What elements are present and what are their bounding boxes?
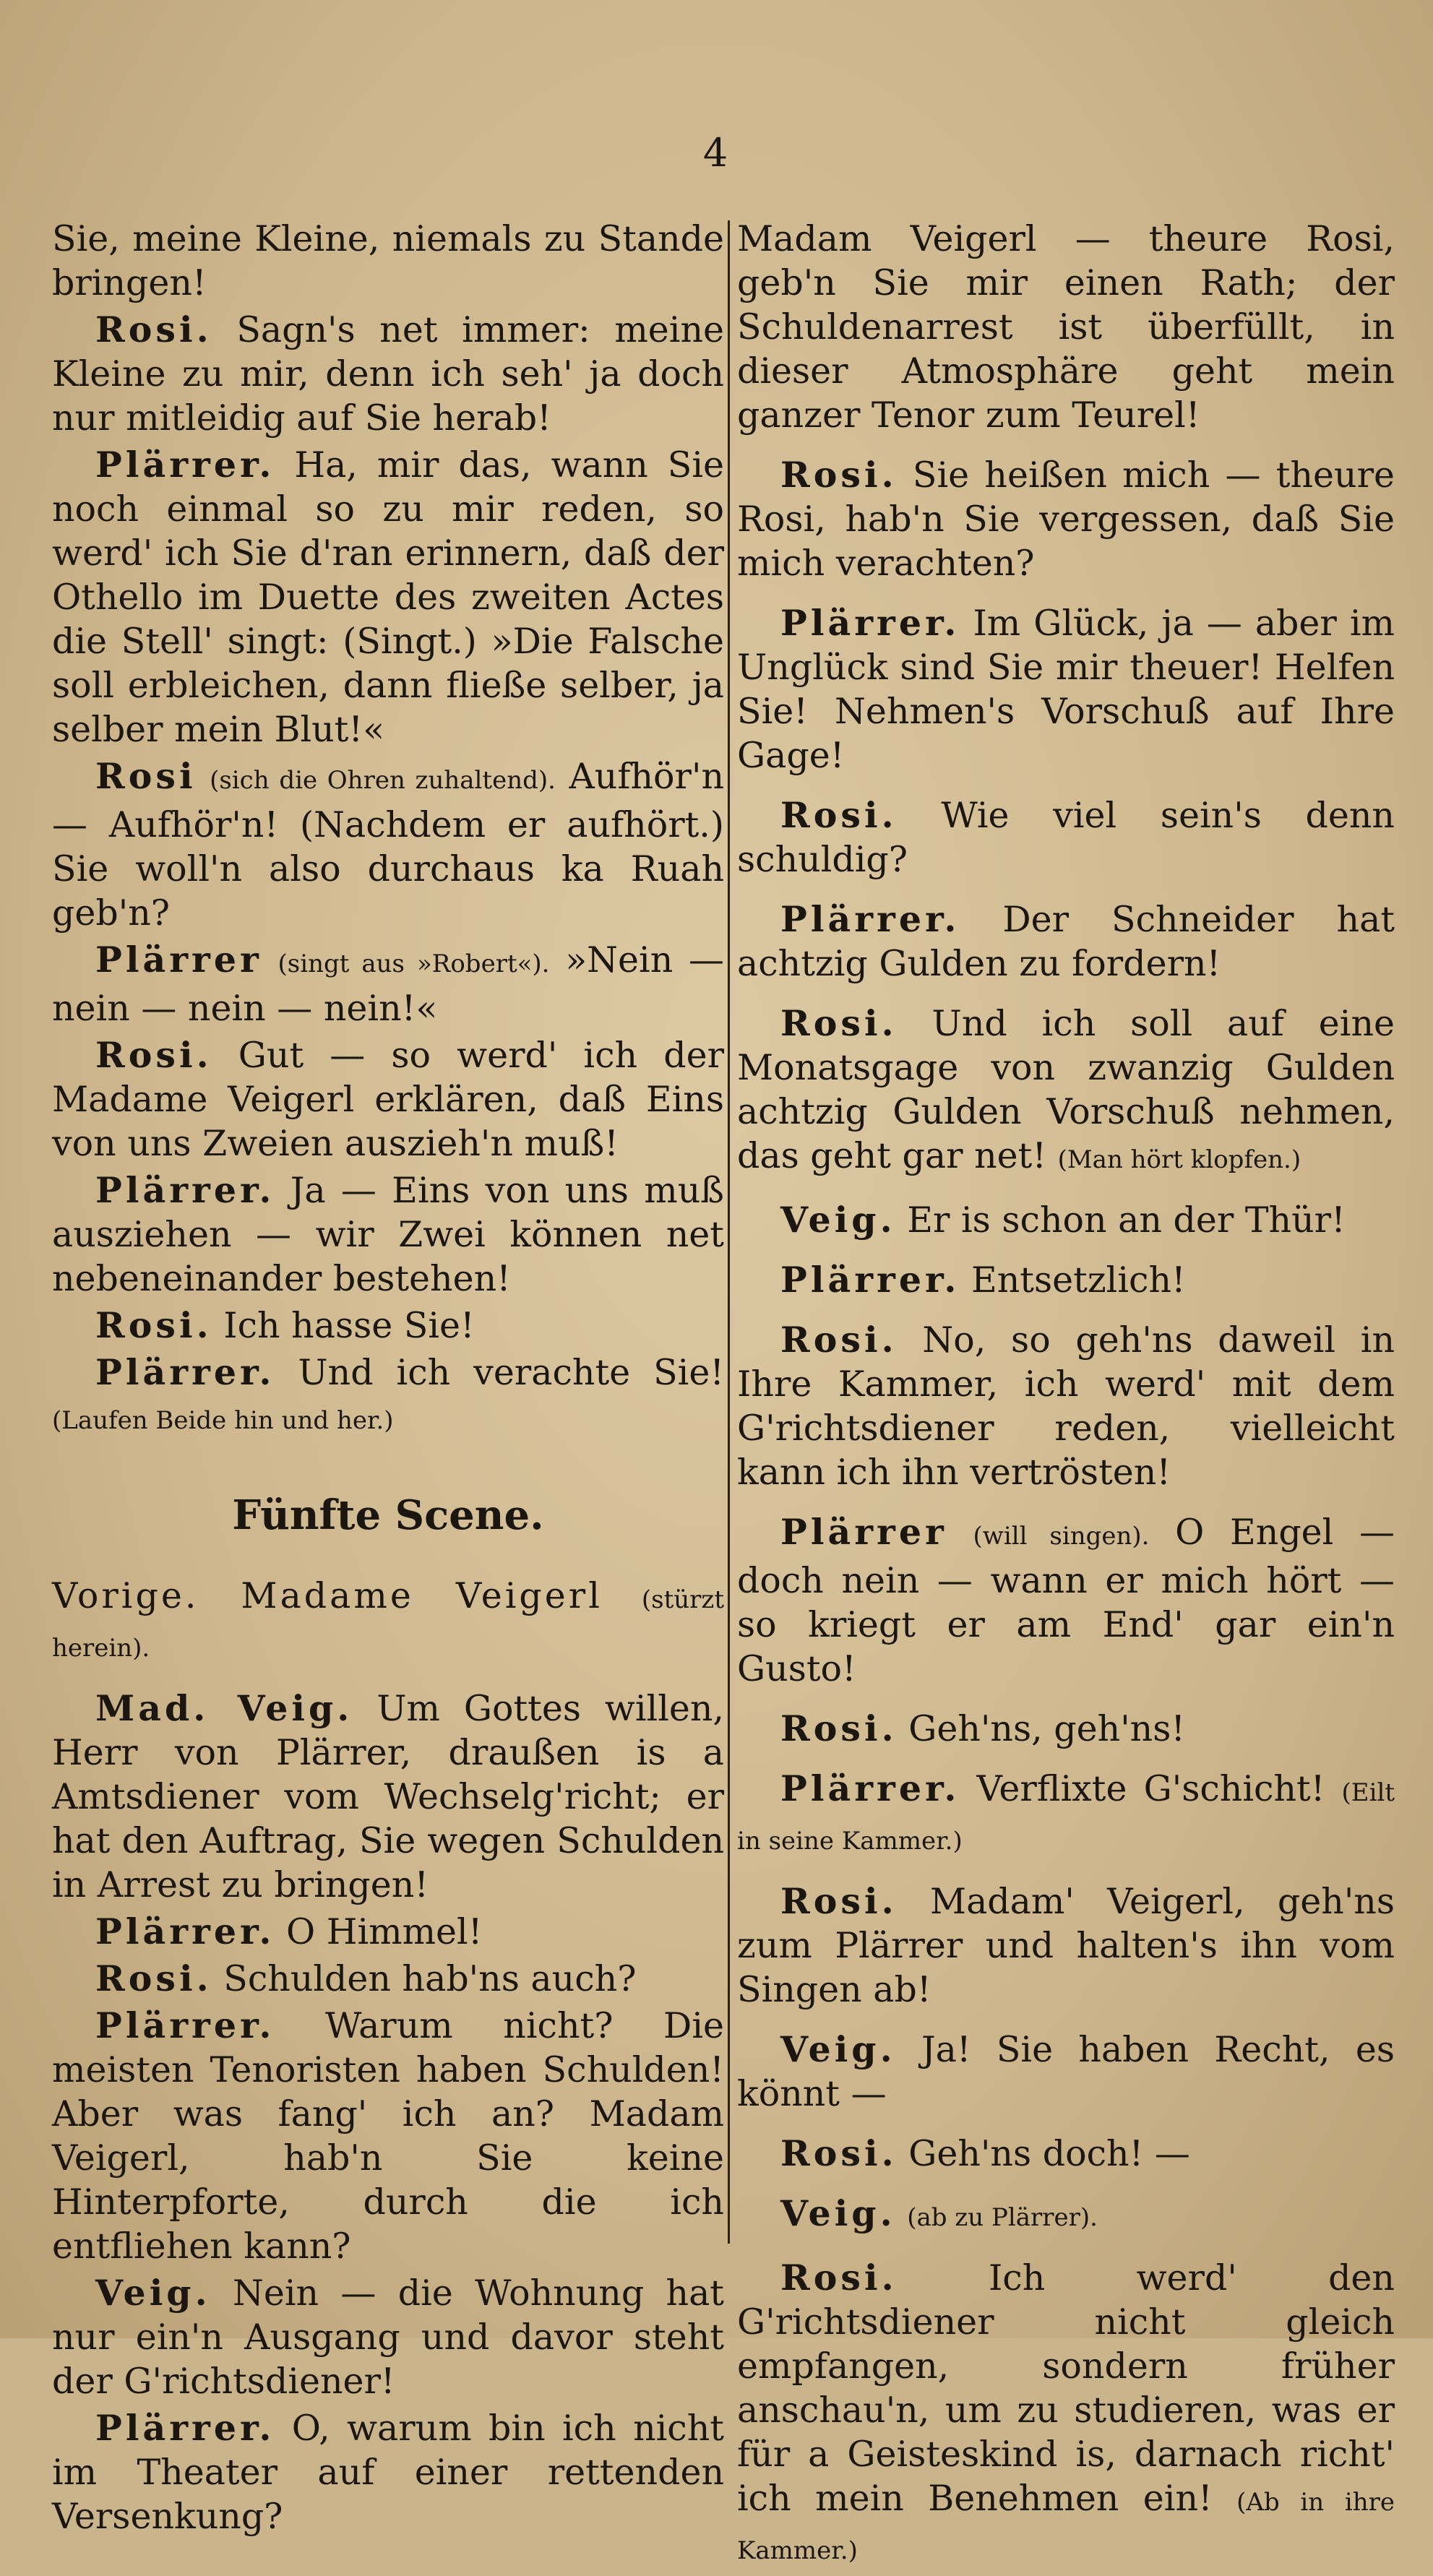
dialogue-text: Der Schneider hat achtzig Gulden zu fordern!	[737, 899, 1395, 984]
dialogue-text: Madam Veigerl — theure Rosi, geb'n Sie mir einen Rath; der Schuldenarrest ist überfüllt, in dieser Atmosphäre geht mein ganzer Tenor zum Teurel!	[737, 218, 1395, 436]
speaker-name: Rosi.	[780, 794, 898, 836]
speaker-name: Rosi	[95, 755, 197, 797]
speaker-name: Plärrer	[95, 939, 262, 981]
dialogue-text: Wie viel sein's denn schuldig?	[737, 795, 1395, 880]
stage-direction: (sich die Ohren zuhaltend).	[210, 766, 556, 795]
dialogue-text: Im Glück, ja — aber im Unglück sind Sie mir theuer! Helfen Sie! Nehmen's Vorschuß auf Ihre Gage!	[737, 603, 1395, 776]
dialogue-text: Aufhör'n — Aufhör'n! (Nachdem er aufhört.) Sie woll'n also durchaus ka Ruah geb'n?	[52, 756, 725, 934]
speaker-name: Plärrer.	[780, 1767, 960, 1809]
speaker-name: Veig.	[780, 2028, 896, 2070]
dialogue-line	[52, 1957, 724, 2001]
dialogue-line	[52, 754, 724, 935]
dialogue-text: Verflixte G'schicht!	[976, 1768, 1325, 1809]
dialogue-text: Entsetzlich!	[971, 1259, 1186, 1301]
dialogue-text: O Himmel!	[285, 1911, 483, 1952]
speaker-name: Rosi.	[780, 1002, 898, 1044]
dialogue-text: Sie heißen mich — theure Rosi, hab'n Sie vergessen, daß Sie mich verachten?	[737, 455, 1395, 584]
dialogue-text: O, warum bin ich nicht im Theater auf einer rettenden Versenkung?	[52, 2408, 724, 2537]
dialogue-line	[52, 443, 724, 751]
speaker-name: Veig.	[780, 1199, 896, 1241]
dialogue-line	[52, 2406, 724, 2538]
dialogue-text: Ja — Eins von uns muß ausziehen — wir Zwei können net nebeneinander bestehen!	[52, 1170, 724, 1299]
speaker-name: Plärrer.	[95, 2407, 275, 2449]
speaker-name: Rosi.	[95, 309, 212, 350]
dialogue-text: Geh'ns, geh'ns!	[908, 1708, 1186, 1749]
speaker-name: Plärrer.	[95, 444, 275, 486]
dialogue-text: Ich werd' den G'richtsdiener nicht gleich empfangen, sondern früher anschau'n, um zu studieren, was er für a Geisteskind is, darnach richt' ich mein Benehmen ein!	[737, 2257, 1395, 2519]
dialogue-text: Und ich verachte Sie!	[298, 1352, 725, 1393]
speaker-name: Plärrer.	[95, 1351, 275, 1393]
speaker-name: Rosi.	[95, 1957, 212, 1999]
dialogue-line	[52, 2004, 724, 2268]
dialogue-text: Sie, meine Kleine, niemals zu Stande bringen!	[52, 218, 724, 303]
stage-direction: (ab zu Plärrer).	[907, 2203, 1098, 2232]
speaker-name: Rosi.	[780, 1707, 898, 1749]
dialogue-line	[737, 1707, 1395, 1751]
speaker-name: Veig.	[780, 2192, 896, 2234]
column-divider	[728, 220, 730, 2244]
speaker-name: Mad. Veig.	[95, 1687, 353, 1729]
dialogue-text: O Engel — doch nein — wann er mich hört — so kriegt er am End' gar ein'n Gusto!	[737, 1512, 1395, 1689]
dialogue-line	[52, 938, 724, 1030]
dialogue-line	[737, 1879, 1395, 2012]
speaker-name: Veig.	[95, 2272, 211, 2314]
dialogue-text: Schulden hab'ns auch?	[223, 1958, 637, 1999]
right-column	[737, 217, 1395, 2576]
dialogue-line	[52, 1910, 724, 1954]
dialogue-text: »Nein — nein — nein — nein!«	[52, 939, 724, 1029]
dialogue-line	[737, 2132, 1395, 2176]
speaker-name: Plärrer.	[780, 602, 960, 644]
dialogue-line	[737, 897, 1395, 986]
dialogue-line	[737, 601, 1395, 777]
stage-direction: (stürzt herein).	[52, 1585, 724, 1663]
dialogue-text: No, so geh'ns daweil in Ihre Kammer, ich werd' mit dem G'richtsdiener reden, vielleicht kann ich ihn vertrösten!	[737, 1319, 1395, 1493]
dialogue-line	[737, 1001, 1395, 1182]
dialogue-line	[737, 2028, 1395, 2116]
dialogue-text: Warum nicht? Die meisten Tenoristen haben Schulden! Aber was fang' ich an? Madam Veigerl, hab'n Sie keine Hinterpforte, durch die ich entfliehen kann?	[52, 2005, 724, 2267]
dialogue-line	[52, 1304, 724, 1348]
dialogue-line	[737, 1510, 1395, 1691]
speaker-name: Rosi.	[95, 1034, 212, 1076]
speaker-name: Plärrer.	[95, 1911, 275, 1952]
speaker-name: Plärrer.	[95, 1169, 275, 1211]
dialogue-text: Madam' Veigerl, geh'ns zum Plärrer und halten's ihn vom Singen ab!	[737, 1881, 1395, 2010]
dialogue-line	[52, 2271, 724, 2403]
dialogue-line	[52, 217, 724, 305]
speaker-name: Rosi.	[780, 2257, 898, 2299]
dialogue-line	[52, 1687, 724, 1907]
dialogue-text: Gut — so werd' ich der Madame Veigerl erklären, daß Eins von uns Zweien auszieh'n muß!	[52, 1035, 725, 1164]
stage-direction: (Eilt in seine Kammer.)	[737, 1778, 1395, 1856]
scene-cast	[52, 1574, 724, 1671]
speaker-name: Rosi.	[780, 1319, 898, 1361]
dialogue-line	[737, 453, 1395, 585]
dialogue-line	[52, 1168, 724, 1301]
dialogue-line	[737, 1318, 1395, 1494]
dialogue-line	[737, 217, 1395, 437]
dialogue-text: Sagn's net immer: meine Kleine zu mir, denn ich seh' ja doch nur mitleidig auf Sie herab!	[52, 309, 725, 439]
stage-direction: (Man hört klopfen.)	[1057, 1145, 1301, 1174]
dialogue-line	[737, 1767, 1395, 1864]
dialogue-text: Um Gottes willen, Herr von Plärrer, draußen is a Amtsdiener vom Wechselg'richt; er hat den Auftrag, Sie wegen Schulden in Arrest zu bringen!	[52, 1688, 724, 1905]
speaker-name: Plärrer.	[95, 2004, 275, 2046]
dialogue-line	[737, 793, 1395, 882]
speaker-name: Plärrer	[780, 1511, 947, 1553]
dialogue-line	[737, 2192, 1395, 2240]
dialogue-text: Ja! Sie haben Recht, es könnt —	[737, 2029, 1395, 2114]
stage-direction: (Ab in ihre Kammer.)	[737, 2488, 1395, 2565]
scene-heading: Fünfte Scene.	[232, 1491, 544, 1539]
speaker-name: Rosi.	[780, 454, 898, 496]
dialogue-line	[737, 1198, 1395, 1242]
stage-direction: (Laufen Beide hin und her.)	[52, 1406, 394, 1435]
speaker-name: Plärrer.	[780, 898, 960, 940]
dialogue-line	[52, 308, 724, 440]
dialogue-line	[52, 1351, 724, 1443]
dialogue-text: Ich hasse Sie!	[223, 1305, 475, 1346]
dialogue-text: Und ich soll auf eine Monatsgage von zwanzig Gulden achtzig Gulden Vorschuß nehmen, das geht gar net!	[737, 1003, 1395, 1176]
speaker-name: Rosi.	[780, 1880, 898, 1922]
dialogue-line	[737, 1258, 1395, 1302]
stage-direction: (will singen).	[973, 1522, 1150, 1551]
speaker-name: Plärrer.	[780, 1259, 960, 1301]
stage-direction: (singt aus »Robert«).	[277, 949, 550, 978]
speaker-name: Rosi.	[95, 1304, 212, 1346]
scene-cast-text: Vorige. Madame Veigerl	[52, 1575, 603, 1616]
dialogue-line	[737, 2256, 1395, 2573]
dialogue-text: Ha, mir das, wann Sie noch einmal so zu mir reden, so werd' ich Sie d'ran erinnern, daß der Othello im Duette des zweiten Actes die Stell' singt: (Singt.) »Die Falsche soll erbleichen, dann fließe selber, ja selber mein Blut!«	[52, 444, 725, 750]
dialogue-line	[52, 1033, 724, 1166]
left-column	[52, 217, 724, 2541]
speaker-name: Rosi.	[780, 2132, 898, 2174]
dialogue-text: Geh'ns doch! —	[908, 2133, 1190, 2174]
page-number: 4	[702, 130, 728, 176]
dialogue-text: Nein — die Wohnung hat nur ein'n Ausgang und davor steht der G'richtsdiener!	[52, 2273, 724, 2402]
dialogue-text: Er is schon an der Thür!	[907, 1199, 1346, 1241]
